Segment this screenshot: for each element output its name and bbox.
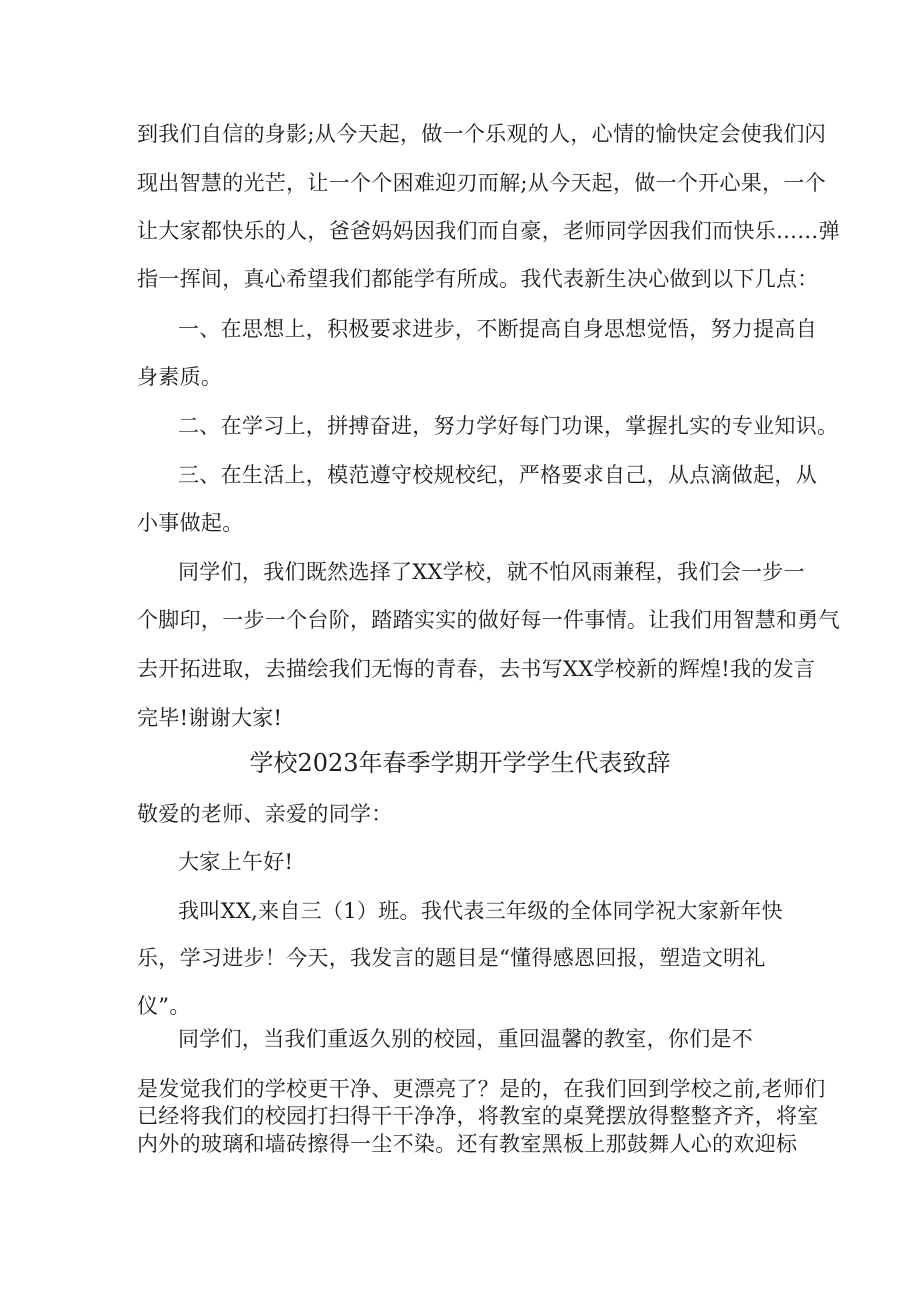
paragraph-line: 仪”。 [137, 994, 191, 1018]
paragraph-line: 指一挥间，真心希望我们都能学有所成。我代表新生决心做到以下几点： [137, 267, 819, 291]
paragraph-line: 内外的玻璃和墙砖擦得一尘不染。还有教室黑板上那鼓舞人心的欢迎标 [137, 1132, 798, 1156]
paragraph-line: 二、在学习上，拼搏奋进，努力学好每门功课，掌握扎实的专业知识。 [178, 414, 839, 438]
paragraph-line: 到我们自信的身影;从今天起，做一个乐观的人，心情的愉快定会使我们闪 [137, 122, 826, 146]
salutation: 敬爱的老师、亲爱的同学： [137, 802, 393, 826]
paragraph-line: 是发觉我们的学校更干净、更漂亮了？是的，在我们回到学校之前,老师们 [137, 1077, 826, 1101]
paragraph-line: 我叫XX,来自三（1）班。我代表三年级的全体同学祝大家新年快 [178, 899, 783, 923]
paragraph-line: 一、在思想上，积极要求进步，不断提高自身思想觉悟，努力提高自 [178, 317, 817, 341]
paragraph-line: 三、在生活上，模范遵守校规校纪，严格要求自己，从点滴做起，从 [178, 463, 817, 487]
paragraph-line: 现出智慧的光芒，让一个个困难迎刃而解;从今天起，做一个开心果，一个 [137, 171, 826, 195]
paragraph-line: 同学们，当我们重返久别的校园，重回温馨的教室，你们是不 [178, 1027, 754, 1051]
section-title: 学校2023年春季学期开学学生代表致辞 [249, 749, 671, 777]
paragraph-line: 让大家都快乐的人，爸爸妈妈因我们而自豪，老师同学因我们而快乐……弹 [137, 219, 840, 243]
paragraph-line: 同学们，我们既然选择了XX学校，就不怕风雨兼程，我们会一步一 [178, 560, 805, 584]
greeting: 大家上午好! [178, 850, 294, 874]
paragraph-line: 个脚印，一步一个台阶，踏踏实实的做好每一件事情。让我们用智慧和勇气 [137, 608, 840, 632]
paragraph-line: 身素质。 [137, 365, 223, 389]
paragraph-line: 去开拓进取，去描绘我们无悔的青春，去书写XX学校新的辉煌!我的发言 [137, 657, 816, 681]
paragraph-line: 小事做起。 [137, 511, 244, 535]
paragraph-line: 完毕!谢谢大家! [137, 706, 283, 730]
paragraph-line: 乐，学习进步！今天，我发言的题目是“懂得感恩回报，塑造文明礼 [137, 946, 766, 970]
paragraph-line: 已经将我们的校园打扫得干干净净，将教室的桌凳摆放得整整齐齐，将室 [137, 1104, 819, 1128]
